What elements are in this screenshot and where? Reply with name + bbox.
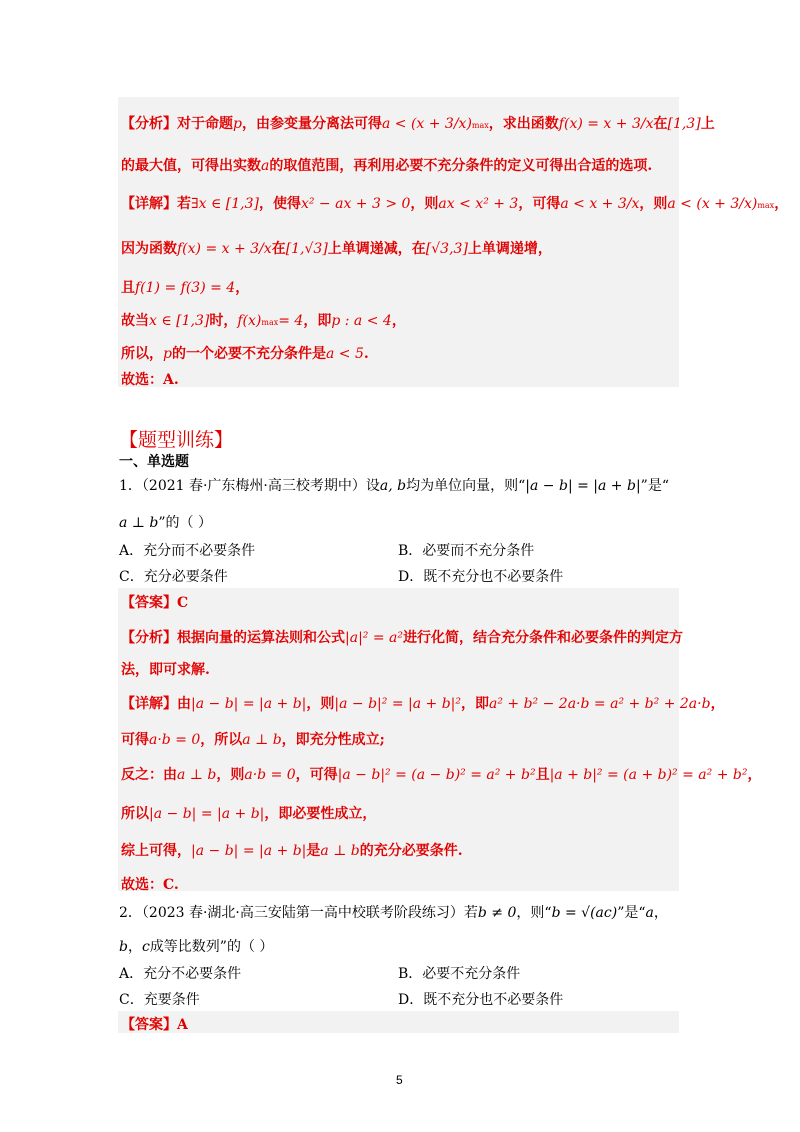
b1-line7: 所以，p的一个必要不充分条件是a < 5. [121,346,369,362]
q2-option-b: B．必要不充分条件 [398,966,521,982]
q1-option-c: C．充分必要条件 [119,569,228,585]
section-heading: 【题型训练】 [119,429,234,451]
q1-stem-line2: a ⊥ b”的（ ） [119,515,212,531]
b1-line1: 【分析】对于命题p，由参变量分离法可得a < (x + 3/x)max，求出函数f(x) = x + 3/x在[1,3]上 [121,116,715,132]
q1-option-a: A．充分而不必要条件 [119,543,256,559]
a1-detail-line3: 反之：由a ⊥ b，则a·b = 0，可得|a − b|² = (a − b)² = a² + b²且|a + b|² = (a + b)² = a² + b²， [121,767,762,783]
a2-answer: 【答案】A [121,1017,188,1033]
b1-line4: 因为函数f(x) = x + 3/x在[1,√3]上单调递减，在[√3,3]上单调递增， [121,241,552,257]
q2-stem-line2: b，c成等比数列”的（ ） [119,939,274,955]
b1-line3: 【详解】若∃x ∈ [1,3]，使得x² − ax + 3 > 0，则ax < x² + 3，可得a < x + 3/x，则a < (x + 3/x)max， [121,196,789,212]
a1-detail-line2: 可得a·b = 0，所以a ⊥ b，即充分性成立; [121,732,385,748]
q1-option-d: D．既不充分也不必要条件 [398,569,564,585]
b1-line2: 的最大值，可得出实数a的取值范围，再利用必要不充分条件的定义可得出合适的选项. [121,158,653,174]
q2-stem-line1: 2．（2023 春·湖北·高三安陆第一高中校联考阶段练习）若b ≠ 0，则“b = √(ac)”是“a， [119,905,668,921]
a1-analysis-line2: 法，即可求解. [121,662,210,678]
answer-block-3 [118,1011,679,1033]
q2-option-d: D．既不充分也不必要条件 [398,992,564,1008]
a1-detail-line5: 综上可得，|a − b| = |a + b|是a ⊥ b的充分必要条件. [121,843,463,859]
q2-option-c: C．充要条件 [119,992,200,1008]
q1-option-b: B．必要而不充分条件 [398,543,535,559]
a1-answer: 【答案】C [121,595,189,611]
b1-line5: 且f(1) = f(3) = 4， [121,280,250,296]
q2-option-a: A．充分不必要条件 [119,966,242,982]
subsection-title: 一、单选题 [119,454,189,470]
b1-line6: 故当x ∈ [1,3]时，f(x)max= 4，即p : a < 4， [121,313,406,329]
q1-stem-line1: 1．（2021 春·广东梅州·高三校考期中）设a, b均为单位向量，则“|a − b| = |a + b|”是“ [119,478,669,494]
a1-detail-line4: 所以|a − b| = |a + b|，即必要性成立， [121,806,377,822]
a1-analysis-line1: 【分析】根据向量的运算法则和公式|a|² = a²进行化简，结合充分条件和必要条件的判定方 [121,630,683,646]
page-number: 5 [396,1073,403,1087]
b1-line8: 故选：A. [121,372,179,388]
a1-detail-line6: 故选：C. [121,877,179,893]
a1-detail-line1: 【详解】由|a − b| = |a + b|，则|a − b|² = |a + b|²，即a² + b² − 2a·b = a² + b² + 2a·b， [121,696,725,712]
